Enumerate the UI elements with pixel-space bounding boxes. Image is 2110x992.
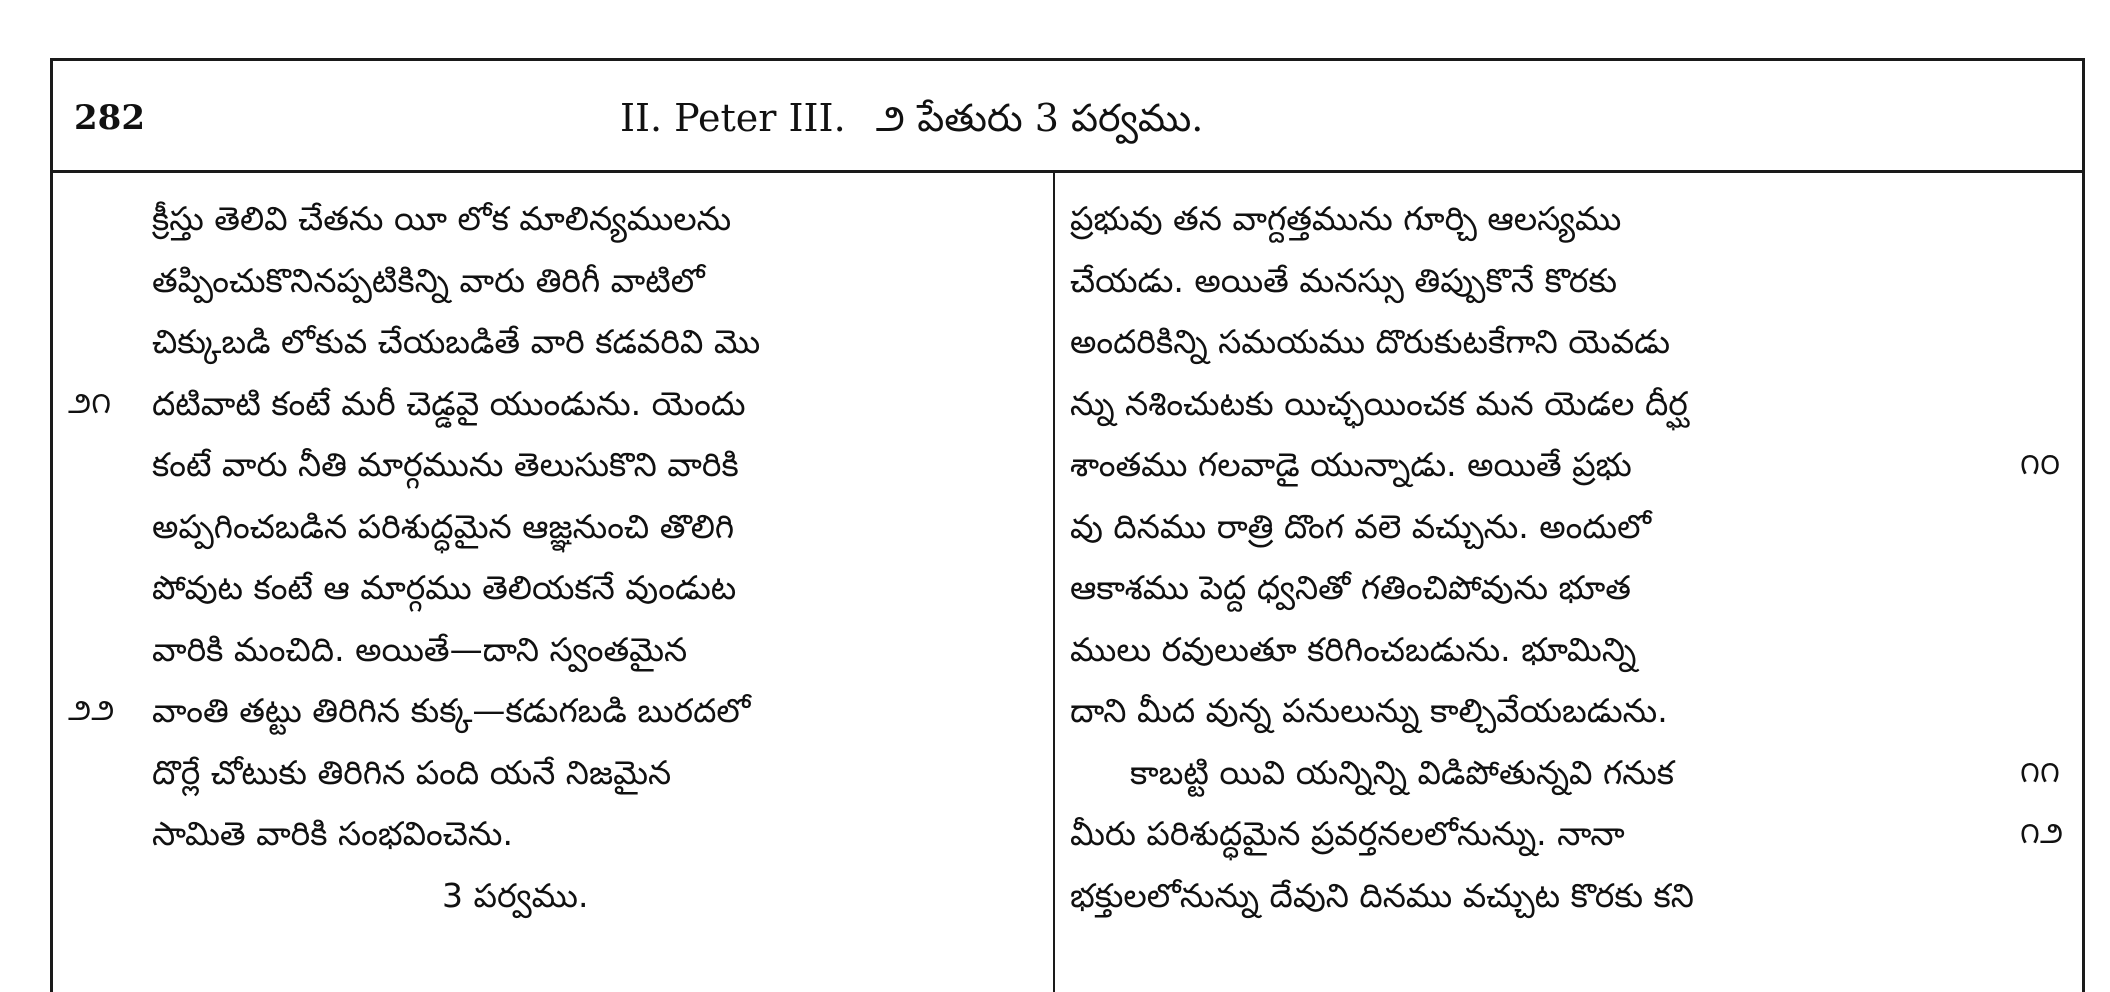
text-line: తప్పించుకొనినప్పటికిన్ని వారు తిరిగీ వాటిలో	[152, 260, 705, 300]
text-line: అందరికిన్ని సమయము దొరుకుటకేగాని యెవడు	[1070, 322, 1670, 361]
text-line: న్ను నశించుటకు యిచ్ఛయించక మన యెడల దీర్ఘ	[1070, 383, 1688, 423]
text-line: కంటే వారు నీతి మార్గమును తెలుసుకొని వారికి	[152, 445, 739, 484]
text-line: దటివాటి కంటే మరీ చెడ్డవై యుండును. యెందు	[152, 383, 746, 423]
text-line: భక్తులలోనున్ను దేవుని దినము వచ్చుట కొరకు కని	[1070, 875, 1694, 915]
verse-number: ౨౧	[68, 385, 112, 421]
verse-number: ౧౧	[2020, 754, 2060, 790]
text-line: చిక్కుబడి లోకువ చేయబడితే వారి కడవరివి మొ	[152, 322, 761, 361]
text-line: దొర్లే చోటుకు తిరిగిన పంది యనే నిజమైన	[152, 752, 672, 792]
right-text-column	[1070, 188, 2015, 926]
text-line: వు దినము రాత్రి దొంగ వలె వచ్చును. అందులో	[1070, 506, 1652, 546]
text-line: పోవుట కంటే ఆ మార్గము తెలియకనే వుండుట	[152, 568, 737, 607]
running-head-telugu: ౨ పేతురు 3 పర్వము.	[875, 96, 1204, 140]
verse-number: ౧౦	[2020, 447, 2061, 482]
page-frame-left-rule	[50, 60, 53, 992]
running-head	[620, 96, 1520, 140]
text-line: దాని మీద వున్న పనులున్ను కాల్చివేయబడును.	[1070, 691, 1668, 730]
page-frame-right-rule	[2082, 60, 2085, 992]
left-text-column	[152, 188, 1042, 926]
page-number: 282	[74, 98, 145, 138]
chapter-heading: 3 పర్వము.	[442, 875, 589, 915]
text-line: క్రీస్తు తెలివి చేతను యీ లోక మాలిన్యములను	[152, 199, 732, 238]
text-line: మీరు పరిశుద్ధమైన ప్రవర్తనలలోనున్ను. నానా	[1070, 814, 1625, 853]
text-line: వారికి మంచిది. అయితే—దాని స్వంతమైన	[152, 629, 688, 669]
header-rule	[50, 170, 2085, 173]
text-line: శాంతము గలవాడై యున్నాడు. అయితే ప్రభు	[1070, 445, 1632, 484]
text-line: వాంతి తట్టు తిరిగిన కుక్క—కడుగబడి బురదలో	[152, 691, 751, 730]
text-line: కాబట్టి యివి యన్నిన్ని విడిపోతున్నవి గనుక	[1130, 752, 1675, 792]
text-line: చేయడు. అయితే మనస్సు తిప్పుకొనే కొరకు	[1070, 260, 1617, 300]
running-head-english: II. Peter III.	[620, 96, 846, 140]
text-line: ఆకాశము పెద్ద ధ్వనితో గతించిపోవును భూత	[1070, 568, 1631, 607]
verse-number: ౧౨	[2020, 816, 2064, 851]
text-line: అప్పగించబడిన పరిశుద్ధమైన ఆజ్ఞనుంచి తొలిగి	[152, 506, 735, 546]
column-divider	[1053, 173, 1055, 992]
text-line: ములు రవులుతూ కరిగించబడును. భూమిన్ని	[1070, 629, 1637, 669]
verse-number: ౨౨	[68, 693, 115, 728]
text-line: సామితె వారికి సంభవించెను.	[152, 814, 513, 853]
text-line: ప్రభువు తన వాగ్దత్తమును గూర్చి ఆలస్యము	[1070, 199, 1622, 238]
page-frame-top-rule	[50, 58, 2085, 61]
